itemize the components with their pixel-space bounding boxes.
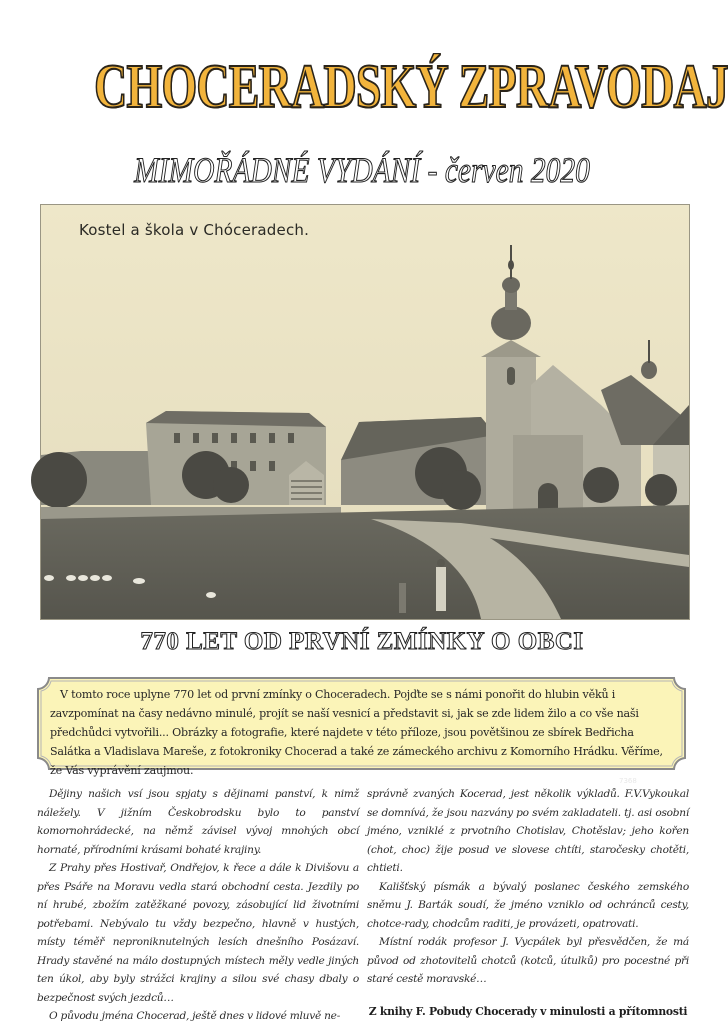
article-paragraph: O původu jména Chocerad, ještě dnes v lidové mluvě ne- bbox=[49, 1010, 341, 1022]
article-column-left bbox=[37, 785, 359, 1026]
article-paragraph: Z Prahy přes Hostivař, Ondřejov, k řece a dále k Divišovu a přes Psáře na Moravu vedla stará obchodní cesta. Jezdily po ní hrubé, zbožím zatěžkané povozy, zásobující lid životními potřebami. Nebývalo tu vždy bezpečno, hlavně v hustých, místy téměř neproniknutelných lesích dnešního Posázaví. Hrady stavěné na málo dostupných místech měly vedle jiných ten úkol, aby byly strážci krajiny a silou své chasy dbaly o bezpečnost svých jezdců… bbox=[37, 862, 359, 1004]
article-headline: 770 LET OD PRVNÍ ZMÍNKY O OBCI bbox=[140, 628, 584, 655]
photo-number: 7368 bbox=[619, 777, 637, 785]
article-paragraph: Dějiny našich vsí jsou spjaty s dějinami panství, k nimž náležely. V jižním Českobrodsku bylo to panství komornohrádecké, na němž závisel vývoj mnohých obcí hornaté, přírodními krásami bohaté krajiny. bbox=[37, 788, 359, 856]
article-column-right bbox=[367, 785, 689, 1021]
newsletter-title: CHOCERADSKÝ ZPRAVODAJ bbox=[94, 53, 728, 121]
intro-text: V tomto roce uplyne 770 let od první zmínky o Choceradech. Pojďte se s námi ponořit do hlubin věků i zavzpomínat na časy nedávno minulé, projít se naší vesnicí a představit si, jak se zde lidem žilo a co vše naši předchůdci vytvořili... Obrázky a fotografie, které najdete v této příloze, jsou povětšinou ze sbírek Bedřicha Salátka a Vladislava Mareše, z fotokroniky Chocerad a také ze zámeckého archivu z Komorního Hrádku. Věříme, že Vás vyprávění zaujmou. bbox=[50, 688, 663, 777]
article-paragraph: správně zvaných Kocerad, jest několik výkladů. F.V.Vykoukal se domnívá, že jsou nazvány po svém zakladateli. tj. asi osobní jméno, vzniklé z prvotního Chotislav, Chotěslav; jeho kořen (chot, choc) žije posud ve slovese chtíti, staročesky chotěti, chtieti. bbox=[367, 788, 689, 874]
article-paragraph: Místní rodák profesor J. Vycpálek byl přesvědčen, že má původ od zhotovitelů chotců (kotců, útulků) pro pocestné při staré cestě moravské… bbox=[367, 936, 689, 985]
church-school-illustration bbox=[41, 205, 689, 619]
article-paragraph: Kališťský písmák a bývalý poslanec českého zemského sněmu J. Barták soudí, že jméno vzniklo od ochránců cesty, chotce-rady, chodcům raditi, je provázeti, opatrovati. bbox=[367, 880, 689, 930]
edition-subtitle: MIMOŘÁDNÉ VYDÁNÍ - červen 2020 bbox=[134, 150, 590, 190]
photo-caption: Kostel a škola v Chóceradech. bbox=[79, 221, 310, 239]
masthead bbox=[0, 52, 728, 122]
source-citation: Z knihy F. Pobudy Chocerady v minulosti a přítomnosti bbox=[368, 1004, 688, 1018]
intro-box bbox=[37, 677, 686, 777]
